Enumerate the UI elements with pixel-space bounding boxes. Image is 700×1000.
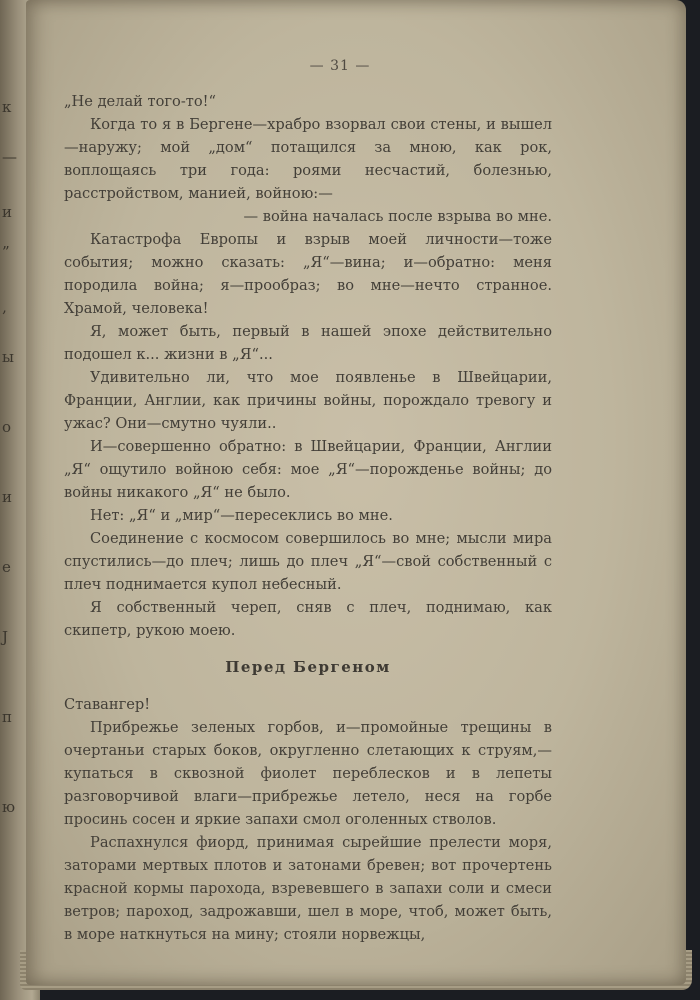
left-page-fragment: — bbox=[2, 148, 17, 166]
left-page-fragment: е bbox=[2, 558, 11, 576]
paragraph: И—совершенно обратно: в Швейцарии, Франции, Англии „Я“ ощутило войною себя: мое „Я“—порожденье войны; до войны никакого „Я“ не было. bbox=[64, 438, 552, 501]
paragraph: Нет: „Я“ и „мир“—пересеклись во мне. bbox=[90, 507, 393, 524]
paragraph: Удивительно ли, что мое появленье в Швейцарии, Франции, Англии, как причины войны, порождало тревогу и ужас? Они—смутно чуяли.. bbox=[64, 369, 552, 432]
paragraph: Соединение с космосом совершилось во мне; мысли мира спустились—до плеч; лишь до плеч „Я“—свой собственный с плеч поднимается купол небесный. bbox=[64, 530, 552, 593]
left-page-fragment: п bbox=[2, 708, 12, 726]
left-page-fragment: Ј bbox=[2, 628, 9, 646]
paragraph: Ставангер! bbox=[64, 696, 151, 713]
paragraph: Когда то я в Бергене—храбро взорвал свои стены, и вышел—наружу; мой „дом“ потащился за мною, как рок, воплощаясь три года: роями несчастий, болезнью, расстройством, манией, войною:— bbox=[64, 116, 552, 202]
paragraph: Катастрофа Европы и взрыв моей личности—тоже события; можно сказать: „Я“—вина; и—обратно: меня породила война; я—прообраз; во мне—нечто странное. Храмой, человека! bbox=[64, 231, 552, 317]
left-page-fragment: ы bbox=[2, 348, 14, 366]
left-page-fragment: ‚ bbox=[2, 298, 7, 316]
page-number: — 31 — bbox=[309, 58, 371, 74]
paragraph: — война началась после взрыва во мне. bbox=[243, 208, 552, 225]
paragraph: „Не делай того-то!“ bbox=[64, 93, 216, 110]
paragraph: Прибрежье зеленых горбов, и—промойные трещины в очертаньи старых боков, округленно слетающих к струям,— купаться в сквозной фиолет переблесков и в лепеты разговорчивой влаги—прибрежье летело, неся на горбе просинь сосен и яркие запахи смол оголенных стволов. bbox=[64, 719, 552, 828]
paragraph: Я, может быть, первый в нашей эпохе действительно подошел к... жизни в „Я“... bbox=[64, 323, 552, 363]
left-page-fragment: о bbox=[2, 418, 12, 436]
left-page-fragment: ю bbox=[2, 798, 16, 816]
page-text bbox=[64, 90, 552, 946]
left-page-fragment: и bbox=[2, 203, 12, 221]
left-page-fragment: и bbox=[2, 488, 12, 506]
left-page-fragment: к bbox=[2, 98, 12, 116]
left-page-fragment: ” bbox=[2, 243, 10, 261]
paragraph: Я собственный череп, сняв с плеч, поднимаю, как скипетр, рукою моею. bbox=[64, 599, 552, 639]
section-heading: Перед Бергеном bbox=[225, 658, 391, 676]
paragraph: Распахнулся фиорд, принимая сырейшие прелести моря, заторами мертвых плотов и затонами бревен; вот прочертень красной кормы парохода, взревевшего в запахи соли и смеси ветров; пароход, задрожавши, шел в море, чтоб, может быть, в море наткнуться на мину; стояли норвежцы, bbox=[64, 834, 552, 943]
